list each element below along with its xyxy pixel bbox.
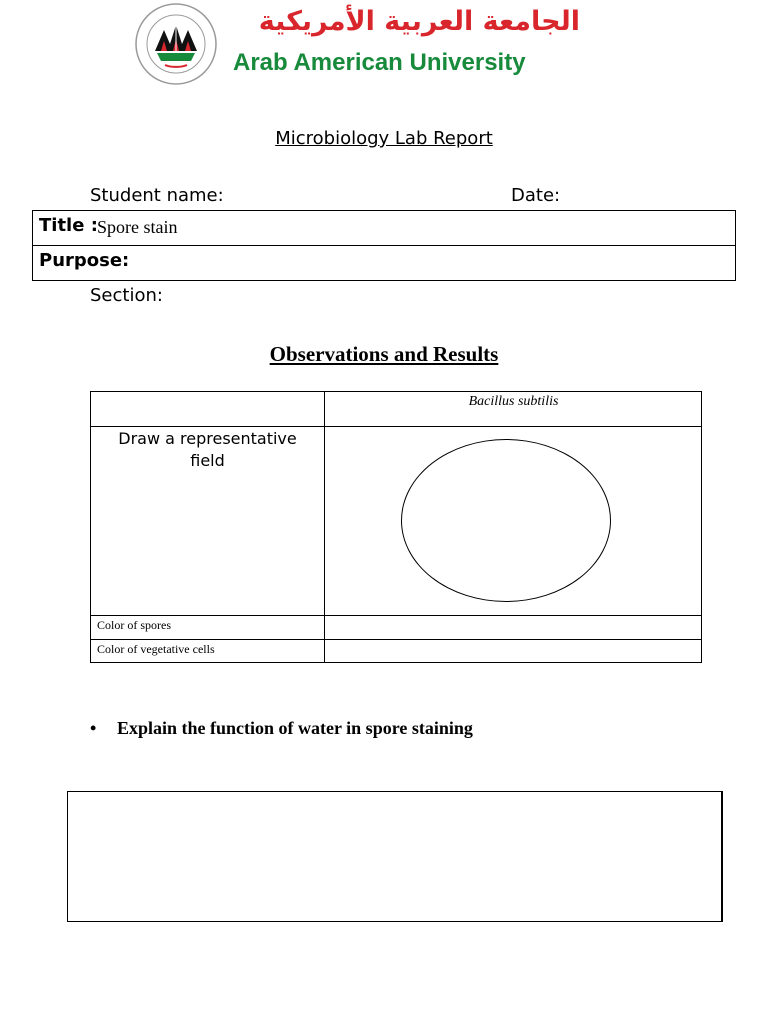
table-column-divider — [324, 392, 325, 663]
university-name-english: Arab American University — [233, 49, 526, 76]
answer-box — [67, 791, 723, 922]
table-row-divider — [91, 615, 702, 616]
purpose-label: Purpose: — [39, 250, 130, 271]
report-title: Microbiology Lab Report — [275, 128, 493, 149]
university-seal-icon — [135, 3, 217, 85]
results-table — [90, 391, 702, 663]
title-value: Spore stain — [97, 217, 178, 237]
title-label: Title : — [39, 215, 98, 236]
title-purpose-table — [32, 210, 736, 281]
section-label: Section: — [90, 285, 163, 306]
purpose-row — [33, 246, 735, 280]
question-item — [90, 718, 473, 739]
draw-field-label: Draw a representative field — [118, 429, 297, 470]
university-name-arabic: الجامعة العربية الأمريكية — [258, 6, 580, 37]
organism-header: Bacillus subtilis — [468, 394, 559, 409]
student-name-label: Student name: — [90, 185, 224, 206]
microscope-field-circle — [401, 439, 611, 602]
date-label: Date: — [511, 185, 561, 206]
bullet-icon: • — [90, 718, 97, 738]
color-of-spores-label: Color of spores — [97, 618, 171, 632]
title-row — [33, 211, 735, 246]
observations-heading: Observations and Results — [269, 342, 499, 366]
color-of-vegetative-cells-label: Color of vegetative cells — [97, 642, 215, 656]
table-row-divider — [91, 639, 702, 640]
question-text: Explain the function of water in spore staining — [117, 718, 473, 738]
table-row-divider — [91, 426, 702, 427]
